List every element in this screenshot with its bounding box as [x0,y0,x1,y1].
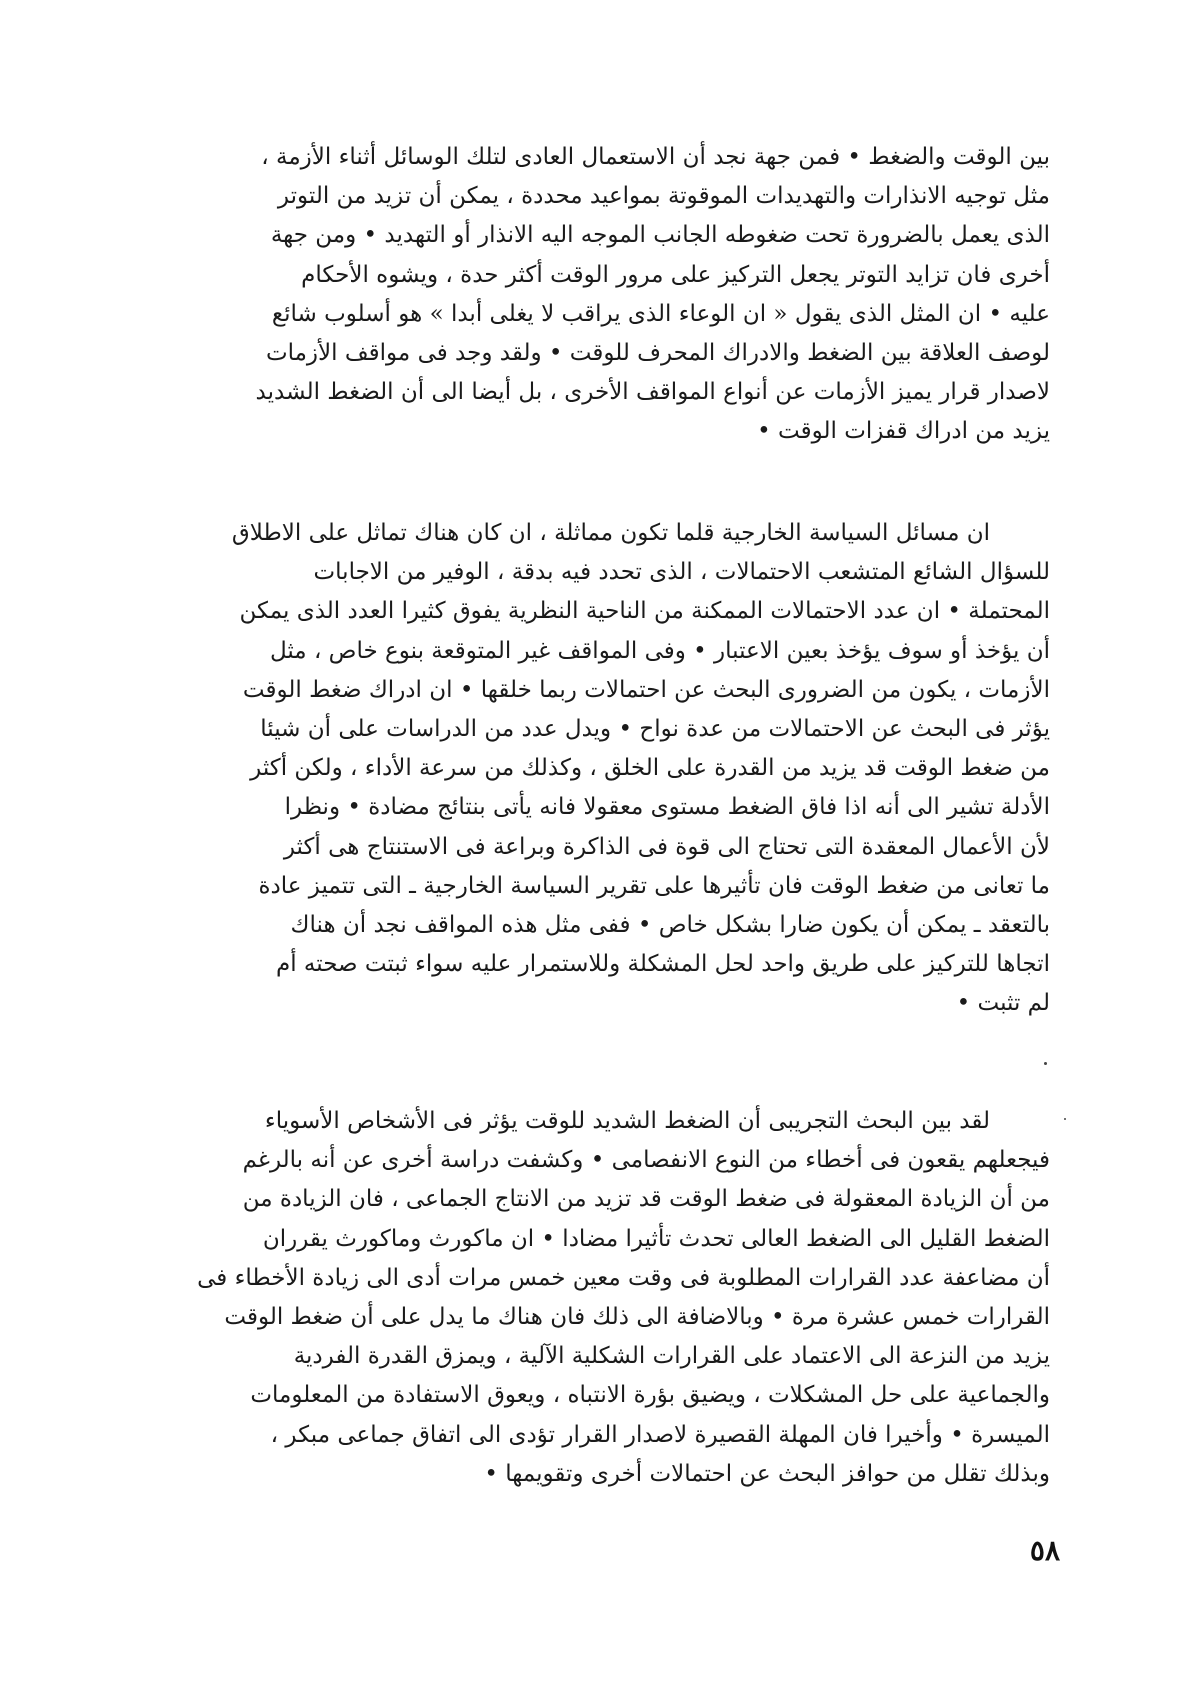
paragraph-3 [140,1102,1050,1494]
text-line: ان مسائل السياسة الخارجية قلما تكون مماثلة ، ان كان هناك تماثل على الاطلاق [231,520,990,546]
text-line: الذى يعمل بالضرورة تحت ضغوطه الجانب الموجه اليه الانذار أو التهديد • ومن جهة [270,222,1050,249]
page-number: ٥٨ [1029,1534,1060,1567]
text-line: لوصف العلاقة بين الضغط والادراك المحرف للوقت • ولقد وجد فى مواقف الأزمات [265,339,1050,366]
paragraph-2 [140,514,1050,1023]
text-line: ما تعانى من ضغط الوقت فان تأثيرها على تقرير السياسة الخارجية ـ التى تتميز عادة [258,872,1050,899]
text-line: للسؤال الشائع المتشعب الاحتمالات ، الذى تحدد فيه بدقة ، الوفير من الاجابات [313,559,1050,586]
text-line: من أن الزيادة المعقولة فى ضغط الوقت قد تزيد من الانتاج الجماعى ، فان الزيادة من [242,1186,1050,1213]
text-line: الأدلة تشير الى أنه اذا فاق الضغط مستوى معقولا فانه يأتى بنتائج مضادة • ونظرا [284,794,1050,821]
scan-speck [1064,1118,1066,1120]
text-line: أخرى فان تزايد التوتر يجعل التركيز على مرور الوقت أكثر حدة ، ويشوه الأحكام [301,261,1050,288]
text-line: مثل توجيه الانذارات والتهديدات الموقوتة بمواعيد محددة ، يمكن أن تزيد من التوتر [277,183,1050,210]
text-line: الميسرة • وأخيرا فان المهلة القصيرة لاصدار القرار تؤدى الى اتفاق جماعى مبكر ، [270,1421,1050,1448]
paragraph-1 [140,138,1050,452]
text-line: لاصدار قرار يميز الأزمات عن أنواع المواقف الأخرى ، بل أيضا الى أن الضغط الشديد [255,379,1050,406]
text-line: يزيد من ادراك قفزات الوقت • [757,418,1050,445]
text-line: يؤثر فى البحث عن الاحتمالات من عدة نواح • ويدل عدد من الدراسات على أن شيئا [260,715,1050,742]
text-line: المحتملة • ان عدد الاحتمالات الممكنة من الناحية النظرية يفوق كثيرا العدد الذى يمكن [239,598,1050,625]
text-line: من ضغط الوقت قد يزيد من القدرة على الخلق ، وكذلك من سرعة الأداء ، ولكن أكثر [250,755,1050,782]
text-line: لأن الأعمال المعقدة التى تحتاج الى قوة فى الذاكرة وبراعة فى الاستنتاج هى أكثر [283,833,1050,860]
text-line: القرارات خمس عشرة مرة • وبالاضافة الى ذلك فان هناك ما يدل على أن ضغط الوقت [224,1303,1050,1330]
text-line: الضغط القليل الى الضغط العالى تحدث تأثيرا مضادا • ان ماكورث وماكورث يقرران [262,1225,1050,1252]
text-line: أن يؤخذ أو سوف يؤخذ بعين الاعتبار • وفى المواقف غير المتوقعة بنوع خاص ، مثل [269,637,1050,664]
text-line: عليه • ان المثل الذى يقول « ان الوعاء الذى يراقب لا يغلى أبدا » هو أسلوب شائع [271,300,1050,327]
text-line: بالتعقد ـ يمكن أن يكون ضارا بشكل خاص • ففى مثل هذه المواقف نجد أن هناك [290,911,1050,938]
text-line: اتجاها للتركيز على طريق واحد لحل المشكلة وللاستمرار عليه سواء ثبتت صحته أم [275,951,1050,978]
text-line: والجماعية على حل المشكلات ، ويضيق بؤرة الانتباه ، ويعوق الاستفادة من المعلومات [250,1382,1050,1409]
scan-speck [1044,1062,1047,1065]
text-line: أن مضاعفة عدد القرارات المطلوبة فى وقت معين خمس مرات أدى الى زيادة الأخطاء فى [197,1264,1050,1291]
text-line: وبذلك تقلل من حوافز البحث عن احتمالات أخرى وتقويمها • [484,1460,1050,1487]
text-line: الأزمات ، يكون من الضرورى البحث عن احتمالات ربما خلقها • ان ادراك ضغط الوقت [242,676,1050,703]
text-line: يزيد من النزعة الى الاعتماد على القرارات الشكلية الآلية ، ويمزق القدرة الفردية [293,1343,1050,1370]
text-line: بين الوقت والضغط • فمن جهة نجد أن الاستعمال العادى لتلك الوسائل أثناء الأزمة ، [261,144,1050,170]
text-line: فيجعلهم يقعون فى أخطاء من النوع الانفصامى • وكشفت دراسة أخرى عن أنه بالرغم [242,1147,1050,1174]
text-line: لقد بين البحث التجريبى أن الضغط الشديد للوقت يؤثر فى الأشخاص الأسوياء [264,1108,990,1134]
text-line: لم تثبت • [956,990,1050,1017]
